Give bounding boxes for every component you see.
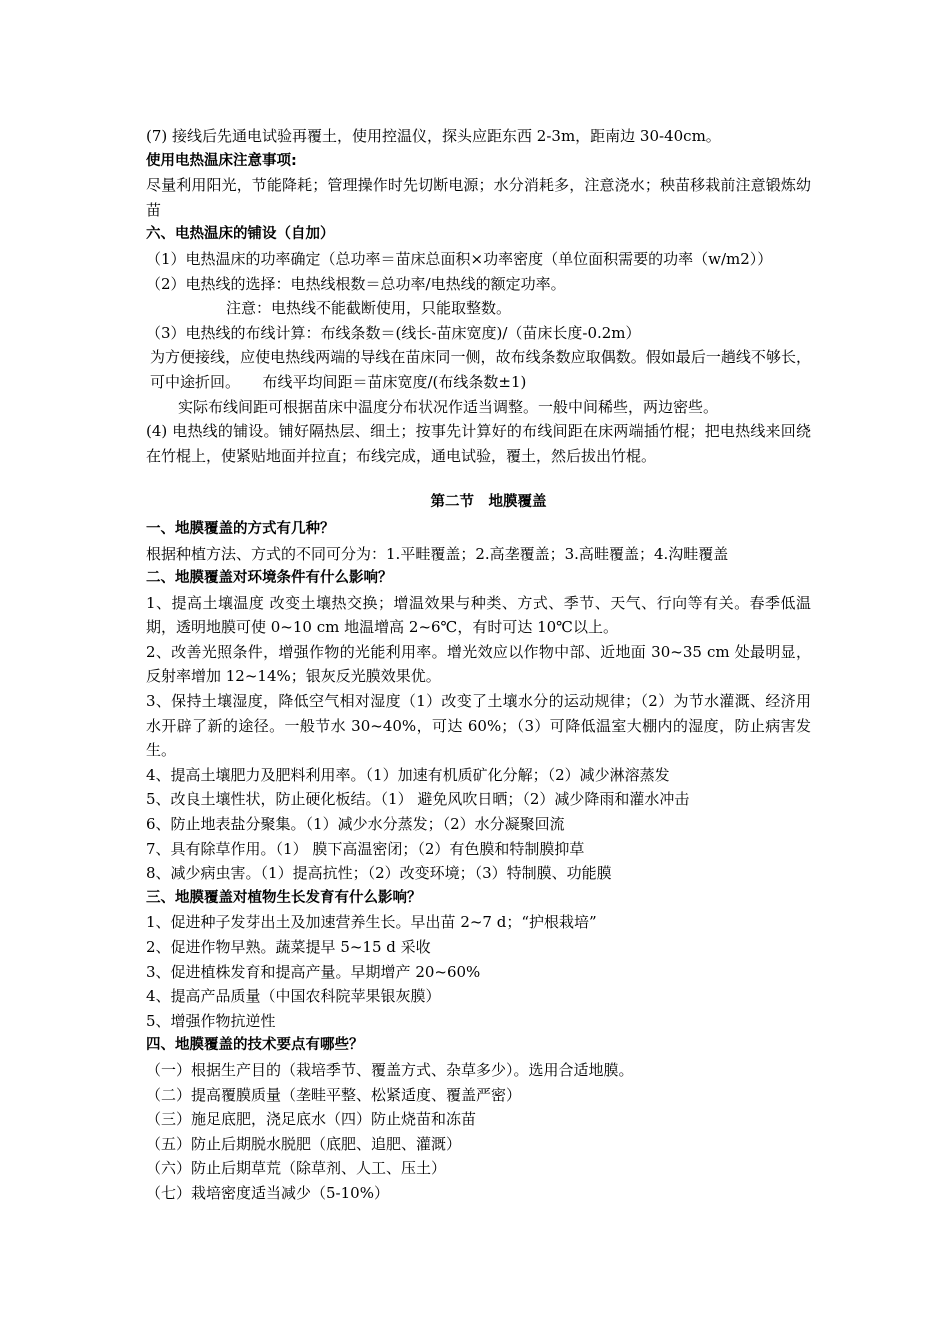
paragraph-layout-calc: （3）电热线的布线计算：布线条数＝(线长-苗床宽度)/（苗床长度-0.2m）	[146, 323, 641, 342]
paragraph-power: （1）电热温床的功率确定（总功率＝苗床总面积×功率密度（单位面积需要的功率（w/m2））	[146, 249, 773, 268]
question-1-answer: 根据种植方法、方式的不同可分为：1.平畦覆盖；2.高垄覆盖；3.高畦覆盖；4.沟畦覆盖	[146, 544, 729, 563]
question-3-title: 三、地膜覆盖对植物生长发育有什么影响？	[146, 889, 422, 906]
list-item: 6、防止地表盐分聚集。（1）减少水分蒸发；（2）水分凝聚回流	[146, 815, 565, 834]
question-4-title: 四、地膜覆盖的技术要点有哪些？	[146, 1037, 364, 1054]
list-item: 1、促进种子发芽出土及加速营养生长。早出苗 2~7 d；“护根栽培”	[146, 913, 597, 932]
paragraph-layout-adjust: 实际布线间距可根据苗床中温度分布状况作适当调整。一般中间稀些，两边密些。	[178, 397, 719, 416]
list-item: 5、改良土壤性状，防止硬化板结。（1） 避免风吹日晒；（2）减少降雨和灌水冲击	[146, 790, 690, 809]
paragraph-precautions: 尽量利用阳光，节能降耗；管理操作时先切断电源；水分消耗多，注意浇水；秧苗移栽前注意锻炼幼苗	[146, 176, 811, 219]
question-2-title: 二、地膜覆盖对环境条件有什么影响？	[146, 570, 393, 587]
list-item: 8、减少病虫害。（1）提高抗性；（2）改变环境；（3）特制膜、功能膜	[146, 864, 612, 883]
list-item: 4、提高产品质量（中国农科院苹果银灰膜）	[146, 987, 441, 1006]
list-item: 2、改善光照条件，增强作物的光能利用率。增光效应以作物中部、近地面 30~35 cm 处最明显，反射率增加 12~14%；银灰反光膜效果优。	[146, 642, 811, 686]
heading-section-6: 六、电热温床的铺设（自加）	[146, 226, 335, 243]
list-item: 5、增强作物抗逆性	[146, 1011, 276, 1030]
list-item: （六）防止后期草荒（除草剂、人工、压土）	[146, 1159, 447, 1178]
question-1-title: 一、地膜覆盖的方式有几种？	[146, 520, 335, 537]
section-title: 第二节 地膜覆盖	[430, 494, 547, 511]
list-item: （二）提高覆膜质量（垄畦平整、松紧适度、覆盖严密）	[146, 1085, 522, 1104]
heading-precautions: 使用电热温床注意事项:	[146, 152, 297, 169]
document-page	[146, 124, 811, 1206]
list-item: （七）栽培密度适当减少（5-10%）	[146, 1183, 389, 1202]
paragraph-step7: (7) 接线后先通电试验再覆土，使用控温仪，探头应距东西 2-3m，距南边 30-40cm。	[146, 127, 721, 145]
list-item: 7、具有除草作用。（1） 膜下高温密闭；（2）有色膜和特制膜抑草	[146, 839, 585, 858]
paragraph-note: 注意：电热线不能截断使用，只能取整数。	[226, 299, 512, 318]
list-item: 3、促进植株发育和提高产量。早期增产 20~60%	[146, 962, 481, 981]
paragraph-wire-laying: (4) 电热线的铺设。铺好隔热层、细土；按事先计算好的布线间距在床两端插竹棍；把电热线来回绕在竹棍上，使紧贴地面并拉直；布线完成，通电试验，覆土，然后拔出竹棍。	[146, 422, 811, 465]
list-item: 2、促进作物早熟。蔬菜提早 5~15 d 采收	[146, 938, 431, 956]
list-item: （三）施足底肥，浇足底水（四）防止烧苗和冻苗	[146, 1110, 477, 1129]
list-item: 3、保持土壤湿度，降低空气相对湿度（1）改变了土壤水分的运动规律；（2）为节水灌溉、经济用水开辟了新的途径。一般节水 30~40%，可达 60%；（3）可降低温室大棚内的湿度，防止病害发生。	[146, 692, 811, 760]
paragraph-layout-even: 为方便接线，应使电热线两端的导线在苗床同一侧，故布线条数应取偶数。假如最后一趟线不够长，可中途折回。 布线平均间距＝苗床宽度/(布线条数±1)	[150, 348, 811, 391]
list-item: （五）防止后期脱水脱肥（底肥、追肥、灌溉）	[146, 1134, 462, 1153]
list-item: 4、提高土壤肥力及肥料利用率。（1）加速有机质矿化分解；（2）减少淋溶蒸发	[146, 765, 670, 784]
list-item: （一）根据生产目的（栽培季节、覆盖方式、杂草多少）。选用合适地膜。	[146, 1060, 634, 1079]
paragraph-wire-select: （2）电热线的选择：电热线根数＝总功率/电热线的额定功率。	[146, 274, 566, 293]
list-item: 1、提高土壤温度 改变土壤热交换；增温效果与种类、方式、季节、天气、行向等有关。春季低温期，透明地膜可使 0~10 cm 地温增高 2~6℃，有时可达 10℃以上。	[146, 593, 811, 637]
